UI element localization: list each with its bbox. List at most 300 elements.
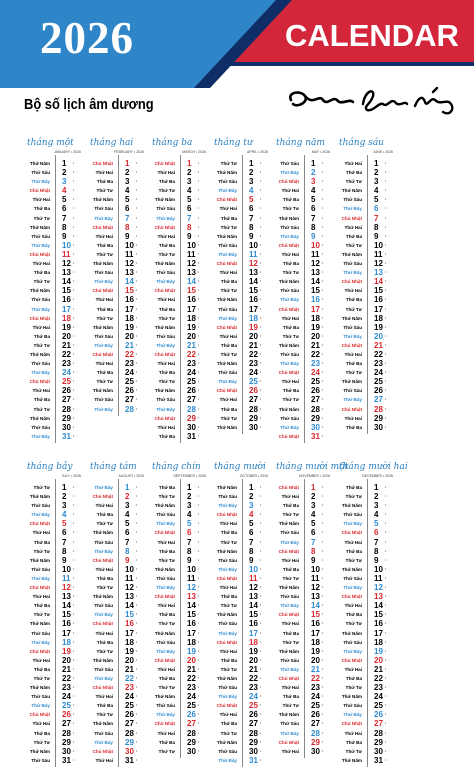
lunar-mark: • <box>136 215 138 220</box>
month-column <box>212 462 272 765</box>
day-row <box>88 295 148 304</box>
lunar-mark: • <box>136 370 138 375</box>
day-row <box>337 295 397 304</box>
day-row <box>212 738 272 747</box>
day-number: 7 <box>249 213 254 223</box>
lunar-mark: • <box>136 397 138 402</box>
day-row <box>25 177 85 186</box>
day-number: 2 <box>374 492 379 502</box>
weekday-label: Chủ Nhật <box>92 224 113 230</box>
day-row <box>88 277 148 286</box>
lunar-mark: • <box>385 675 387 680</box>
lunar-mark: • <box>136 612 138 617</box>
weekday-label: Thứ Tư <box>158 748 175 754</box>
lunar-mark: • <box>198 630 200 635</box>
lunar-mark: • <box>322 397 324 402</box>
weekday-label: Thứ Sáu <box>156 206 175 212</box>
weekday-label: Thứ Tư <box>282 639 299 645</box>
day-number: 25 <box>187 377 196 387</box>
lunar-mark: • <box>260 242 262 247</box>
day-row <box>212 359 272 368</box>
day-row <box>274 232 334 241</box>
day-row <box>150 414 210 423</box>
weekday-label: Thứ Sáu <box>156 397 175 403</box>
weekday-label: Thứ Tư <box>282 206 299 212</box>
day-row <box>150 168 210 177</box>
lunar-mark: • <box>322 721 324 726</box>
weekday-label: Thứ Hai <box>95 361 113 367</box>
day-row <box>337 510 397 519</box>
lunar-mark: • <box>260 161 262 165</box>
lunar-mark: • <box>385 379 387 384</box>
day-row <box>25 232 85 241</box>
day-number: 9 <box>125 231 130 241</box>
weekday-label: Thứ Sáu <box>156 333 175 339</box>
lunar-mark: • <box>385 233 387 238</box>
lunar-mark: • <box>73 503 75 508</box>
lunar-mark: • <box>73 557 75 562</box>
day-number: 5 <box>62 519 67 529</box>
lunar-mark: • <box>385 503 387 508</box>
day-row <box>25 583 85 592</box>
day-row <box>150 501 210 510</box>
day-number: 7 <box>125 213 130 223</box>
weekday-label: Chủ Nhật <box>154 351 175 357</box>
greeting-calligraphy <box>283 82 463 122</box>
day-number: 6 <box>374 528 379 538</box>
day-row <box>212 341 272 350</box>
day-row <box>25 423 85 432</box>
lunar-mark: • <box>385 279 387 284</box>
day-row <box>212 729 272 738</box>
lunar-mark: • <box>198 197 200 202</box>
day-row <box>337 323 397 332</box>
day-row <box>212 610 272 619</box>
weekday-label: Thứ Tư <box>345 748 362 754</box>
day-row <box>150 359 210 368</box>
lunar-mark: • <box>198 639 200 644</box>
day-row <box>274 195 334 204</box>
weekday-label: Thứ Hai <box>281 315 299 321</box>
lunar-mark: • <box>322 739 324 744</box>
weekday-label: Thứ Ba <box>96 703 113 709</box>
day-number: 6 <box>62 204 67 214</box>
lunar-mark: • <box>385 575 387 580</box>
lunar-mark: • <box>322 548 324 553</box>
day-number: 28 <box>187 728 196 738</box>
weekday-label: Thứ Tư <box>345 685 362 691</box>
day-number: 27 <box>311 719 320 729</box>
day-row <box>337 259 397 268</box>
day-row <box>274 501 334 510</box>
day-row <box>212 565 272 574</box>
day-number: 3 <box>125 501 130 511</box>
day-number: 15 <box>311 286 320 296</box>
day-row <box>337 756 397 765</box>
day-row <box>150 674 210 683</box>
weekday-label: Thứ Bảy <box>156 521 175 527</box>
weekday-label: Thứ Ba <box>345 548 362 554</box>
weekday-label: Thứ Bảy <box>31 639 50 645</box>
weekday-label: Thứ Ba <box>33 270 50 276</box>
day-row <box>88 747 148 756</box>
day-row <box>150 583 210 592</box>
month-code: DECEMBER • 2026 <box>362 474 393 478</box>
day-row <box>337 492 397 501</box>
day-number: 26 <box>249 710 258 720</box>
day-row <box>212 747 272 756</box>
weekday-label: Thứ Hai <box>219 585 237 591</box>
lunar-mark: • <box>322 361 324 366</box>
day-number: 30 <box>62 746 71 756</box>
weekday-label: Thứ Bảy <box>218 188 237 194</box>
weekday-label: Thứ Năm <box>216 170 237 176</box>
weekday-label: Chủ Nhật <box>216 512 237 518</box>
lunar-mark: • <box>260 197 262 202</box>
weekday-label: Thứ Tư <box>96 251 113 257</box>
lunar-mark: • <box>73 224 75 229</box>
day-row <box>25 601 85 610</box>
lunar-mark: • <box>260 675 262 680</box>
weekday-label: Thứ Bảy <box>343 206 362 212</box>
day-row <box>150 295 210 304</box>
day-row <box>25 692 85 701</box>
day-number: 21 <box>187 664 196 674</box>
day-row <box>150 405 210 414</box>
day-row <box>212 295 272 304</box>
month-name: tháng bảy <box>27 462 73 472</box>
day-row <box>25 414 85 423</box>
lunar-mark: • <box>385 585 387 590</box>
day-number: 27 <box>374 719 383 729</box>
day-row <box>337 683 397 692</box>
weekday-label: Thứ Tư <box>96 188 113 194</box>
day-row <box>88 483 148 492</box>
day-number: 29 <box>311 737 320 747</box>
lunar-mark: • <box>322 179 324 184</box>
weekday-label: Thứ Tư <box>345 306 362 312</box>
day-number: 2 <box>62 492 67 502</box>
day-number: 13 <box>187 268 196 278</box>
day-row <box>337 647 397 656</box>
lunar-mark: • <box>385 270 387 275</box>
weekday-label: Thứ Năm <box>154 503 175 509</box>
day-number: 26 <box>311 710 320 720</box>
day-number: 18 <box>62 637 71 647</box>
lunar-mark: • <box>322 388 324 393</box>
day-number: 8 <box>62 546 67 556</box>
lunar-mark: • <box>198 521 200 526</box>
lunar-mark: • <box>385 361 387 366</box>
day-row <box>337 177 397 186</box>
lunar-mark: • <box>198 406 200 411</box>
day-number: 27 <box>187 395 196 405</box>
month-code: JULY • 2026 <box>61 474 81 478</box>
day-number: 15 <box>125 610 134 620</box>
weekday-label: Thứ Bảy <box>94 215 113 221</box>
day-row <box>212 186 272 195</box>
day-row <box>150 232 210 241</box>
lunar-mark: • <box>198 566 200 571</box>
lunar-mark: • <box>136 594 138 599</box>
day-number: 21 <box>374 664 383 674</box>
day-number: 3 <box>187 177 192 187</box>
lunar-mark: • <box>385 657 387 662</box>
day-row <box>212 647 272 656</box>
day-number: 30 <box>249 422 258 432</box>
day-row <box>88 683 148 692</box>
lunar-mark: • <box>198 170 200 175</box>
lunar-mark: • <box>385 342 387 347</box>
weekday-label: Thứ Năm <box>278 406 299 412</box>
day-number: 11 <box>311 573 320 583</box>
lunar-mark: • <box>385 566 387 571</box>
lunar-mark: • <box>260 512 262 517</box>
day-row <box>88 186 148 195</box>
lunar-mark: • <box>385 748 387 753</box>
weekday-label: Thứ Tư <box>345 179 362 185</box>
lunar-mark: • <box>136 694 138 699</box>
day-number: 28 <box>249 728 258 738</box>
lunar-mark: • <box>385 188 387 193</box>
day-row <box>88 701 148 710</box>
day-row <box>274 601 334 610</box>
day-row <box>274 332 334 341</box>
day-row <box>212 619 272 628</box>
day-number: 4 <box>249 186 254 196</box>
day-row <box>150 710 210 719</box>
lunar-mark: • <box>322 315 324 320</box>
day-row <box>337 241 397 250</box>
lunar-mark: • <box>136 342 138 347</box>
day-row <box>274 268 334 277</box>
day-row <box>212 368 272 377</box>
day-number: 18 <box>125 637 134 647</box>
day-row <box>212 683 272 692</box>
day-row <box>25 432 85 441</box>
weekday-label: Chủ Nhật <box>216 703 237 709</box>
day-row <box>337 204 397 213</box>
day-number: 15 <box>187 610 196 620</box>
weekday-label: Thứ Tư <box>282 270 299 276</box>
day-row <box>212 492 272 501</box>
day-number: 11 <box>311 249 320 259</box>
lunar-mark: • <box>73 306 75 311</box>
weekday-label: Thứ Sáu <box>156 575 175 581</box>
day-number: 2 <box>187 168 192 178</box>
weekday-label: Thứ Ba <box>220 721 237 727</box>
day-row <box>212 386 272 395</box>
day-number: 4 <box>374 510 379 520</box>
day-number: 4 <box>187 186 192 196</box>
day-row <box>25 323 85 332</box>
weekday-label: Thứ Bảy <box>31 575 50 581</box>
day-row <box>212 556 272 565</box>
day-number: 18 <box>249 637 258 647</box>
lunar-mark: • <box>385 397 387 402</box>
weekday-label: Thứ Sáu <box>31 630 50 636</box>
weekday-label: Thứ Ba <box>158 433 175 439</box>
lunar-mark: • <box>260 415 262 420</box>
weekday-label: Chủ Nhật <box>29 585 50 591</box>
lunar-mark: • <box>385 639 387 644</box>
lunar-mark: • <box>260 388 262 393</box>
weekday-label: Thứ Năm <box>216 612 237 618</box>
day-row <box>274 177 334 186</box>
weekday-label: Thứ Bảy <box>343 333 362 339</box>
day-row <box>212 350 272 359</box>
lunar-mark: • <box>322 530 324 535</box>
day-row <box>274 510 334 519</box>
day-number: 5 <box>125 195 130 205</box>
day-number: 23 <box>187 359 196 369</box>
day-row <box>150 286 210 295</box>
day-number: 22 <box>62 673 71 683</box>
day-row <box>150 601 210 610</box>
day-row <box>88 565 148 574</box>
day-row <box>150 277 210 286</box>
day-row <box>25 223 85 232</box>
day-number: 1 <box>374 483 379 492</box>
day-number: 29 <box>187 737 196 747</box>
weekday-label: Thứ Hai <box>95 503 113 509</box>
lunar-mark: • <box>136 630 138 635</box>
weekday-label: Chủ Nhật <box>154 721 175 727</box>
day-number: 6 <box>249 204 254 214</box>
weekday-label: Thứ Sáu <box>218 306 237 312</box>
day-row <box>337 519 397 528</box>
day-row <box>88 574 148 583</box>
day-number: 28 <box>62 728 71 738</box>
day-number: 25 <box>62 701 71 711</box>
day-row <box>274 629 334 638</box>
lunar-mark: • <box>73 548 75 553</box>
lunar-mark: • <box>322 648 324 653</box>
day-number: 8 <box>125 222 130 232</box>
weekday-label: Thứ Bảy <box>94 675 113 681</box>
day-number: 20 <box>249 331 258 341</box>
day-number: 23 <box>62 359 71 369</box>
day-number: 29 <box>249 413 258 423</box>
weekday-label: Thứ Bảy <box>218 379 237 385</box>
day-number: 9 <box>62 555 67 565</box>
lunar-mark: • <box>385 721 387 726</box>
lunar-mark: • <box>73 179 75 184</box>
lunar-mark: • <box>73 297 75 302</box>
day-number: 17 <box>62 628 71 638</box>
day-row <box>25 195 85 204</box>
day-number: 12 <box>187 259 196 269</box>
day-number: 26 <box>62 386 71 396</box>
lunar-mark: • <box>136 603 138 608</box>
day-row <box>212 701 272 710</box>
weekday-label: Thứ Hai <box>281 685 299 691</box>
day-row <box>88 547 148 556</box>
day-number: 16 <box>249 295 258 305</box>
day-row <box>150 656 210 665</box>
weekday-label: Thứ Năm <box>154 630 175 636</box>
lunar-mark: • <box>198 748 200 753</box>
day-number: 15 <box>187 286 196 296</box>
day-row <box>25 528 85 537</box>
lunar-mark: • <box>322 306 324 311</box>
day-row <box>150 719 210 728</box>
lunar-mark: • <box>136 757 138 762</box>
day-number: 18 <box>187 637 196 647</box>
day-row <box>212 483 272 492</box>
weekday-label: Thứ Tư <box>282 397 299 403</box>
weekday-label: Thứ Sáu <box>31 566 50 572</box>
day-number: 14 <box>62 601 71 611</box>
day-row <box>337 368 397 377</box>
day-row <box>25 674 85 683</box>
lunar-mark: • <box>136 730 138 735</box>
day-number: 13 <box>62 268 71 278</box>
lunar-mark: • <box>260 379 262 384</box>
weekday-label: Thứ Bảy <box>218 315 237 321</box>
weekday-label: Thứ Sáu <box>218 370 237 376</box>
month-name: tháng tám <box>90 462 137 472</box>
day-number: 7 <box>187 537 192 547</box>
lunar-mark: • <box>260 521 262 526</box>
weekday-label: Thứ Năm <box>216 424 237 430</box>
day-row <box>150 483 210 492</box>
weekday-label: Thứ Bảy <box>218 566 237 572</box>
day-row <box>25 295 85 304</box>
day-row <box>274 359 334 368</box>
day-row <box>25 592 85 601</box>
lunar-mark: • <box>198 379 200 384</box>
weekday-label: Thứ Tư <box>33 342 50 348</box>
month-code: MARCH • 2026 <box>182 150 206 154</box>
day-row <box>212 629 272 638</box>
weekday-label: Chủ Nhật <box>92 351 113 357</box>
day-row <box>274 241 334 250</box>
day-number: 22 <box>311 673 320 683</box>
weekday-label: Thứ Tư <box>158 379 175 385</box>
weekday-label: Thứ Năm <box>216 739 237 745</box>
day-row <box>337 305 397 314</box>
lunar-mark: • <box>73 170 75 175</box>
day-number: 30 <box>187 422 196 432</box>
weekday-label: Thứ Bảy <box>218 503 237 509</box>
lunar-mark: • <box>385 612 387 617</box>
weekday-label: Thứ Hai <box>281 494 299 500</box>
day-row <box>274 528 334 537</box>
lunar-mark: • <box>198 361 200 366</box>
day-row <box>25 350 85 359</box>
lunar-mark: • <box>260 324 262 329</box>
lunar-mark: • <box>322 657 324 662</box>
lunar-mark: • <box>260 261 262 266</box>
lunar-mark: • <box>322 279 324 284</box>
weekday-label: Thứ Bảy <box>156 406 175 412</box>
weekday-label: Thứ Ba <box>345 424 362 430</box>
day-number: 29 <box>374 413 383 423</box>
weekday-label: Thứ Tư <box>282 512 299 518</box>
day-number: 4 <box>374 186 379 196</box>
day-number: 30 <box>125 746 134 756</box>
lunar-mark: • <box>73 685 75 690</box>
weekday-label: Thứ Tư <box>33 612 50 618</box>
lunar-mark: • <box>322 621 324 626</box>
day-number: 15 <box>311 610 320 620</box>
weekday-label: Thứ Năm <box>216 548 237 554</box>
day-row <box>88 268 148 277</box>
weekday-label: Thứ Hai <box>95 566 113 572</box>
day-row <box>88 195 148 204</box>
day-row <box>212 305 272 314</box>
